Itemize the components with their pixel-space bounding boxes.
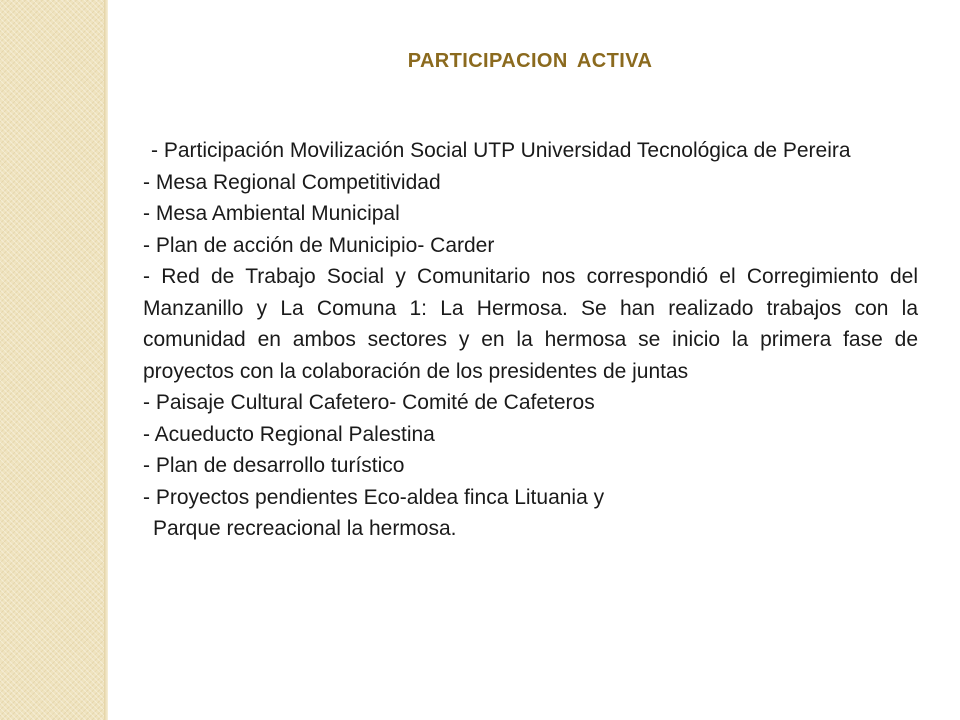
list-item-proyectos-pendientes: - Proyectos pendientes Eco-aldea finca Lituania y [143,485,605,509]
list-item-acueducto: - Acueducto Regional Palestina [143,422,435,446]
list-item-utp: - Participación Movilización Social UTP Universidad Tecnológica de Pereira [151,139,851,162]
list-item-red-trabajo-social: - Red de Trabajo Social y Comunitario nos correspondió el Corregimiento del Manzanillo y La Comuna 1: La Hermosa. Se han realizado trabajos con la comunidad en ambos sectores y en la hermosa se inicio la primera fase de proyectos con la colaboración de los presidentes de juntas [143,265,918,383]
list-item-competitividad: - Mesa Regional Competitividad [143,170,441,194]
list-item-paisaje-cultural: - Paisaje Cultural Cafetero- Comité de Cafeteros [143,391,595,414]
side-band-edge [104,0,108,720]
list-item-mesa-ambiental: - Mesa Ambiental Municipal [143,202,400,225]
slide-title: PARTICIPACION ACTIVA [407,50,653,72]
list-item-parque-recreacional: Parque recreacional la hermosa. [153,517,457,540]
list-item-plan-accion: - Plan de acción de Municipio- Carder [143,233,495,257]
slide-content [143,135,918,545]
decorative-side-band [0,0,104,720]
list-item-desarrollo-turistico: - Plan de desarrollo turístico [143,454,405,477]
